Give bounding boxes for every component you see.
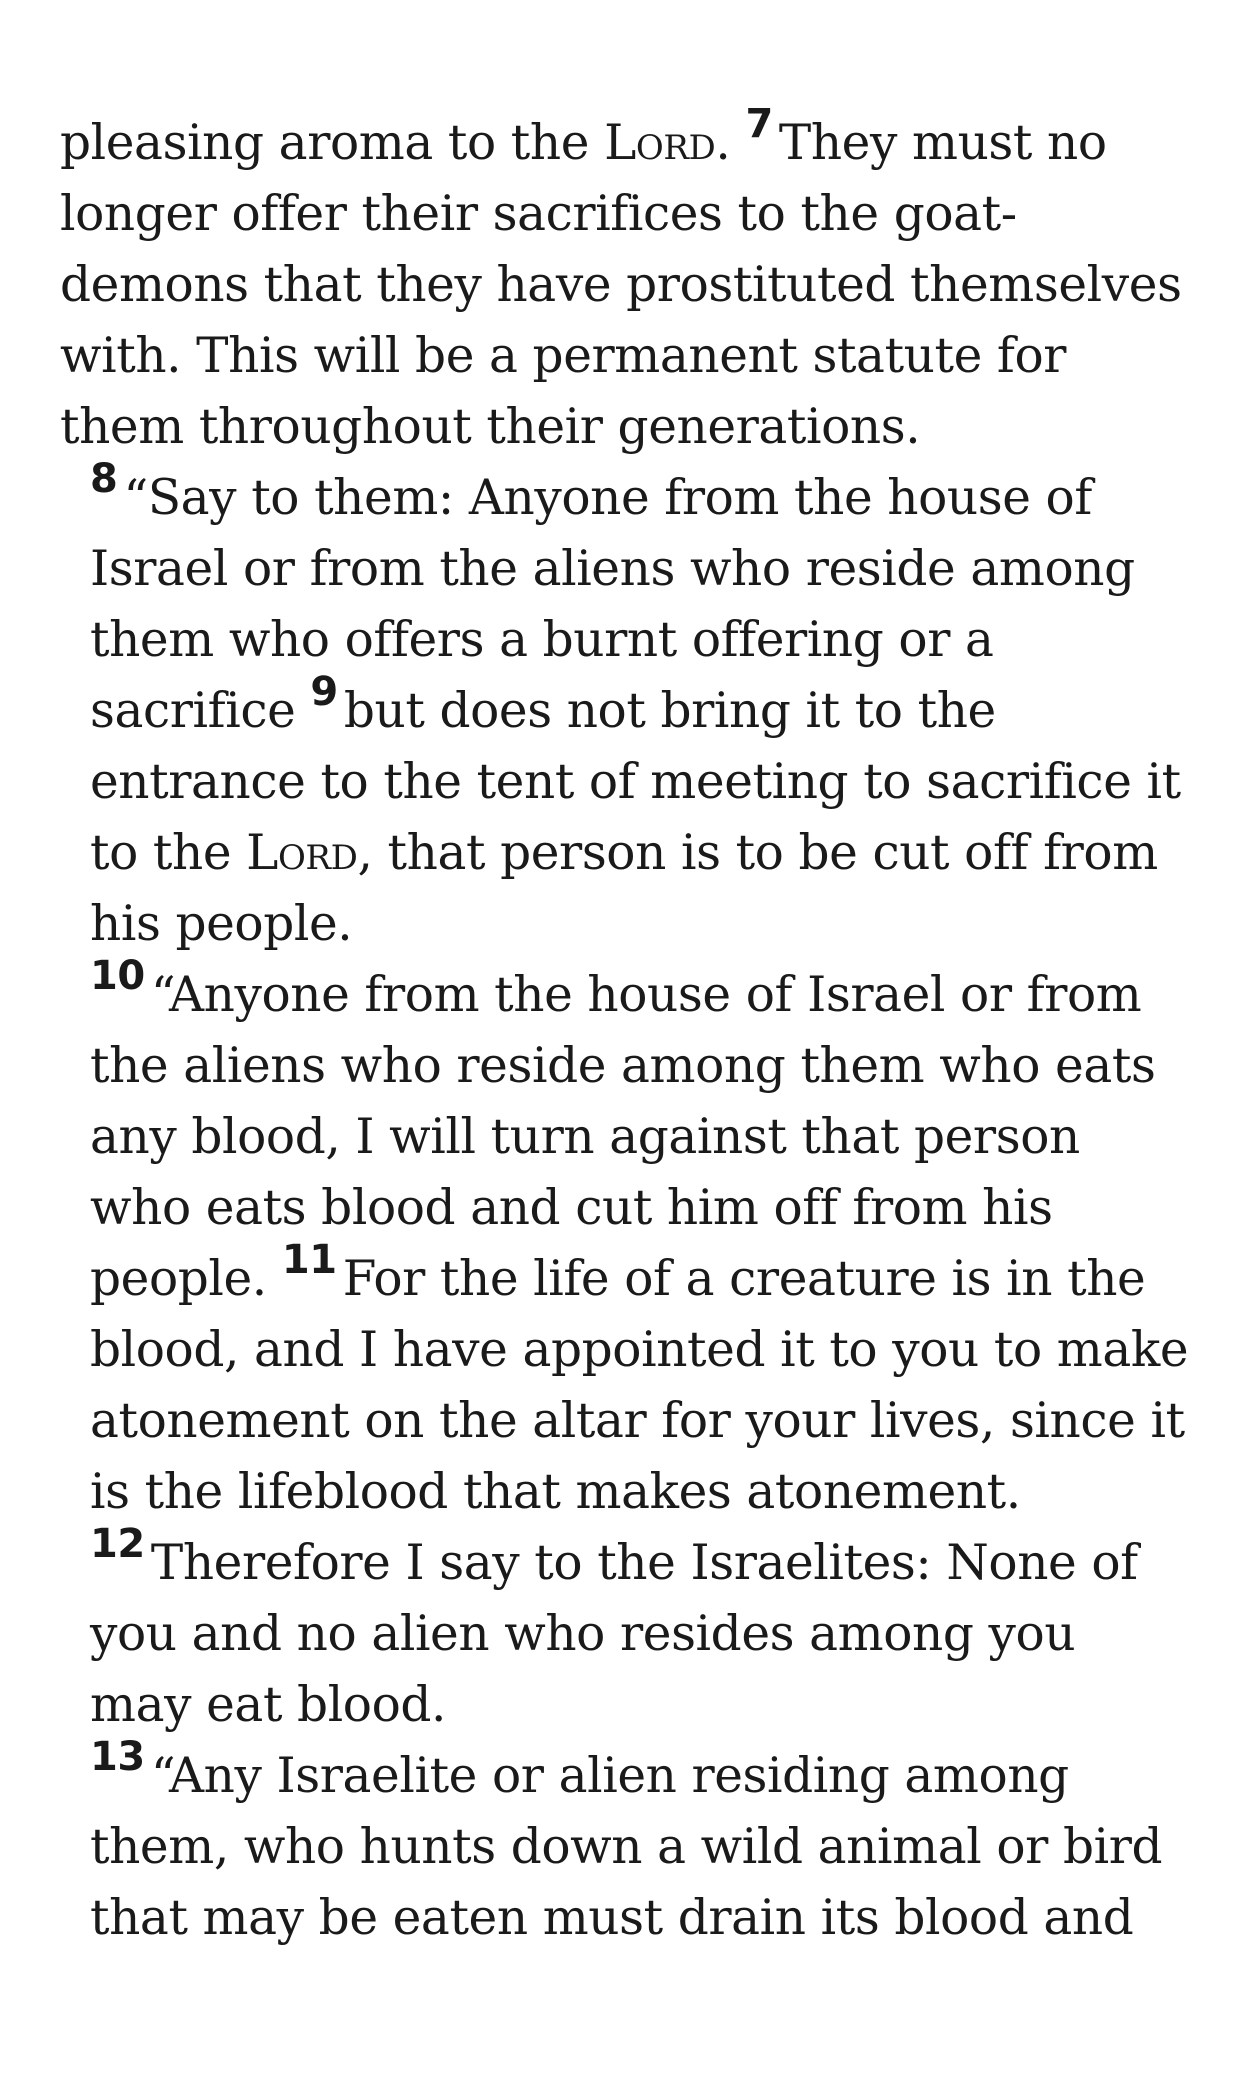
verse-text: “Anyone from the house of Israel or from the aliens who reside among them who eats any blood, I will turn against that person who eats blood and cut him off from his people. (90, 967, 1156, 1307)
reading-page (60, 101, 1190, 1954)
paragraph-verses-8-9 (60, 456, 1190, 960)
verse-text: Therefore I say to the Israelites: None of you and no alien who resides among you may eat blood. (90, 1535, 1138, 1733)
verse-text: “Any Israelite or alien residing among them, who hunts down a wild animal or bird that may be eaten must drain its blood and (90, 1748, 1163, 1946)
verse-text: For the life of a creature is in the blood, and I have appointed it to you to make atonement on the altar for your lives, since it is the lifeblood that makes atonement. (90, 1251, 1189, 1520)
verse-text: pleasing aroma to the (60, 115, 605, 171)
verse-number[interactable]: 9 (310, 669, 338, 715)
verse-text: “Say to them: Anyone from the house of Israel or from the aliens who reside among them who offers a burnt offering or a sacrifice (90, 470, 1135, 739)
verse-text: They must no longer offer their sacrifices to the goat-demons that they have prostituted themselves with. This will be a permanent statute for them throughout their generations. (60, 115, 1182, 455)
verse-number[interactable]: 8 (90, 456, 118, 502)
verse-text: . (715, 115, 746, 171)
paragraph-verses-10-12 (60, 953, 1190, 1741)
divine-name: Lord (246, 825, 358, 881)
paragraph-verses-6-7 (60, 101, 1190, 463)
verse-text: , that person is to be cut off from his people. (90, 825, 1158, 952)
verse-text: but does not bring it to the entrance to the tent of meeting to sacrifice it to the (90, 683, 1181, 881)
verse-number[interactable]: 13 (90, 1734, 145, 1780)
verse-number[interactable]: 12 (90, 1521, 145, 1567)
divine-name: Lord (604, 115, 716, 171)
paragraph-verse-13 (60, 1734, 1190, 1954)
verse-number[interactable]: 10 (90, 953, 145, 999)
verse-number[interactable]: 11 (281, 1237, 337, 1283)
verse-number[interactable]: 7 (745, 101, 773, 147)
